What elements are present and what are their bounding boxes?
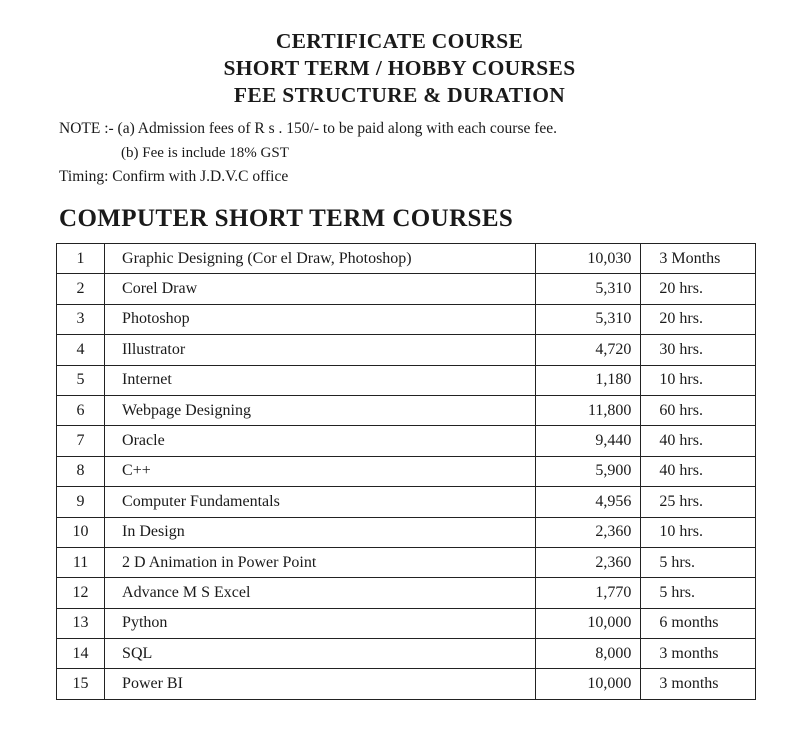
course-name-cell: Webpage Designing xyxy=(105,395,536,425)
page-title-block xyxy=(0,28,799,109)
table-row xyxy=(57,547,756,577)
course-name-cell: In Design xyxy=(105,517,536,547)
course-fee-cell: 4,720 xyxy=(536,335,641,365)
serial-number-cell: 3 xyxy=(57,304,105,334)
course-duration-cell: 25 hrs. xyxy=(641,487,756,517)
table-row xyxy=(57,304,756,334)
note-gst: (b) Fee is include 18% GST xyxy=(121,145,289,161)
serial-number-cell: 10 xyxy=(57,517,105,547)
course-name-cell: 2 D Animation in Power Point xyxy=(105,547,536,577)
course-fee-cell: 5,310 xyxy=(536,304,641,334)
course-duration-cell: 3 months xyxy=(641,669,756,699)
note-timing: Timing: Confirm with J.D.V.C office xyxy=(59,168,289,185)
course-duration-cell: 3 Months xyxy=(641,244,756,274)
course-duration-cell: 40 hrs. xyxy=(641,456,756,486)
table-row xyxy=(57,274,756,304)
courses-table xyxy=(56,243,756,700)
course-fee-cell: 9,440 xyxy=(536,426,641,456)
serial-number-cell: 11 xyxy=(57,547,105,577)
course-fee-cell: 10,000 xyxy=(536,608,641,638)
course-name-cell: Advance M S Excel xyxy=(105,578,536,608)
title-certificate-course: CERTIFICATE COURSE xyxy=(275,29,524,53)
course-name-cell: Oracle xyxy=(105,426,536,456)
title-fee-structure: FEE STRUCTURE & DURATION xyxy=(233,83,566,107)
course-name-cell: C++ xyxy=(105,456,536,486)
course-fee-cell: 10,000 xyxy=(536,669,641,699)
course-name-cell: Corel Draw xyxy=(105,274,536,304)
course-fee-cell: 5,900 xyxy=(536,456,641,486)
course-duration-cell: 5 hrs. xyxy=(641,547,756,577)
serial-number-cell: 12 xyxy=(57,578,105,608)
note-admission-fee: NOTE :- (a) Admission fees of R s . 150/- to be paid along with each course fee. xyxy=(59,120,558,137)
course-fee-cell: 1,770 xyxy=(536,578,641,608)
serial-number-cell: 7 xyxy=(57,426,105,456)
table-row xyxy=(57,487,756,517)
course-fee-cell: 4,956 xyxy=(536,487,641,517)
course-name-cell: Photoshop xyxy=(105,304,536,334)
table-row xyxy=(57,578,756,608)
course-name-cell: Computer Fundamentals xyxy=(105,487,536,517)
table-row xyxy=(57,639,756,669)
serial-number-cell: 6 xyxy=(57,395,105,425)
notes-block xyxy=(59,117,557,189)
serial-number-cell: 4 xyxy=(57,335,105,365)
course-name-cell: SQL xyxy=(105,639,536,669)
courses-table-body xyxy=(57,244,756,700)
course-duration-cell: 30 hrs. xyxy=(641,335,756,365)
table-row xyxy=(57,517,756,547)
table-row xyxy=(57,335,756,365)
course-duration-cell: 3 months xyxy=(641,639,756,669)
serial-number-cell: 5 xyxy=(57,365,105,395)
course-fee-cell: 8,000 xyxy=(536,639,641,669)
serial-number-cell: 1 xyxy=(57,244,105,274)
serial-number-cell: 2 xyxy=(57,274,105,304)
course-duration-cell: 40 hrs. xyxy=(641,426,756,456)
serial-number-cell: 15 xyxy=(57,669,105,699)
serial-number-cell: 13 xyxy=(57,608,105,638)
section-title: COMPUTER SHORT TERM COURSES xyxy=(59,205,514,232)
course-duration-cell: 6 months xyxy=(641,608,756,638)
table-row xyxy=(57,365,756,395)
course-name-cell: Python xyxy=(105,608,536,638)
course-fee-cell: 10,030 xyxy=(536,244,641,274)
serial-number-cell: 14 xyxy=(57,639,105,669)
serial-number-cell: 8 xyxy=(57,456,105,486)
course-fee-cell: 2,360 xyxy=(536,517,641,547)
table-row xyxy=(57,608,756,638)
serial-number-cell: 9 xyxy=(57,487,105,517)
table-row xyxy=(57,426,756,456)
table-row xyxy=(57,395,756,425)
course-duration-cell: 20 hrs. xyxy=(641,304,756,334)
course-duration-cell: 5 hrs. xyxy=(641,578,756,608)
course-name-cell: Internet xyxy=(105,365,536,395)
course-duration-cell: 10 hrs. xyxy=(641,517,756,547)
course-name-cell: Graphic Designing (Cor el Draw, Photoshop) xyxy=(105,244,536,274)
course-name-cell: Illustrator xyxy=(105,335,536,365)
title-short-term-courses: SHORT TERM / HOBBY COURSES xyxy=(223,56,576,80)
table-row xyxy=(57,669,756,699)
table-row xyxy=(57,456,756,486)
course-duration-cell: 20 hrs. xyxy=(641,274,756,304)
table-row xyxy=(57,244,756,274)
course-fee-cell: 11,800 xyxy=(536,395,641,425)
course-duration-cell: 60 hrs. xyxy=(641,395,756,425)
course-fee-cell: 5,310 xyxy=(536,274,641,304)
course-fee-cell: 1,180 xyxy=(536,365,641,395)
course-fee-cell: 2,360 xyxy=(536,547,641,577)
course-name-cell: Power BI xyxy=(105,669,536,699)
course-duration-cell: 10 hrs. xyxy=(641,365,756,395)
